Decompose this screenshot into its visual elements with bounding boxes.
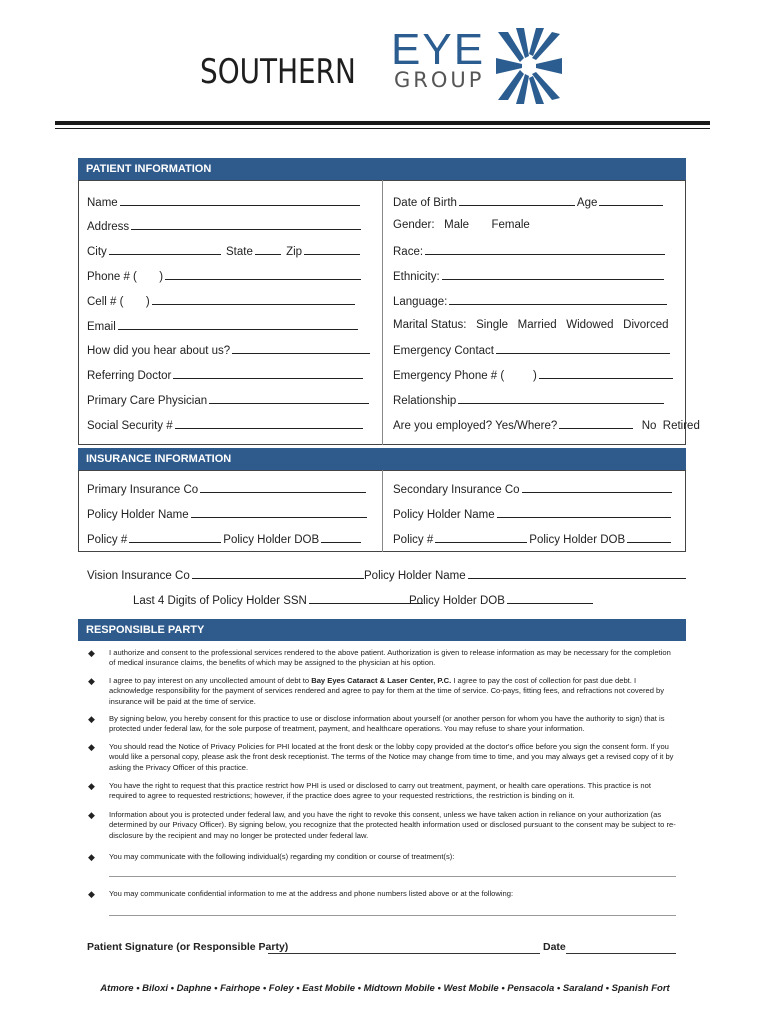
gender-label: Gender: [393, 219, 435, 231]
authorization-paragraph: I authorize and consent to the professional services rendered to the above patient. Authorization is given to release information as may be necessary for the completion of medical insurance claims, the benefits of which may be assigned to the physician at his option. [109, 648, 671, 668]
zip-label: Zip [286, 246, 303, 258]
employment-no-option[interactable]: No [641, 420, 657, 432]
privacy-notice-paragraph: You should read the Notice of Privacy Policies for PHI located at the front desk or the lobby copy provided at the doctor's office before you sign the consent form. If you would like a personal copy, please ask the front desk receptionist. The terms of the Notice may change from time to time, and you may always get a revised copy of it by asking the Privacy Officer of this practice. [109, 742, 674, 772]
company-logo [196, 25, 576, 108]
secondary-holder-name-label: Policy Holder Name [393, 509, 495, 521]
primary-holder-dob-label: Policy Holder DOB [223, 534, 320, 546]
email-field[interactable] [87, 319, 360, 333]
bullet-icon: ◆ [88, 714, 95, 724]
bullet-icon: ◆ [88, 676, 95, 686]
patient-info-heading: PATIENT INFORMATION [78, 158, 686, 180]
emergency-phone-close-paren: ) [533, 370, 537, 382]
primary-insurance-field[interactable] [87, 482, 368, 496]
practice-name: Bay Eyes Cataract & Laser Center, P.C. [311, 676, 452, 685]
employment-field[interactable] [393, 418, 700, 432]
bullet-icon: ◆ [88, 852, 95, 862]
city-label: City [87, 246, 107, 258]
relationship-field[interactable] [393, 393, 666, 407]
secondary-insurance-field[interactable] [393, 482, 674, 496]
bullet-icon: ◆ [88, 648, 95, 658]
employment-retired-option[interactable]: Retired [662, 420, 700, 432]
restriction-paragraph: You have the right to request that this practice restrict how PHI is used or disclosed to carry out treatment, payment, or health care operations. This practice is not required to agree to requested restrictions; however, if the practice does agree to your requested restrictions, the restriction is binding on it. [109, 781, 651, 801]
marital-single-option[interactable]: Single [476, 319, 509, 331]
signature-date-label: Date [543, 941, 566, 953]
office-locations-footer: Atmore • Biloxi • Daphne • Fairhope • Foley • East Mobile • Midtown Mobile • West Mobile • Pensacola • Saraland • Spanish Fort [100, 983, 670, 994]
marital-divorced-option[interactable]: Divorced [623, 319, 669, 331]
address-field[interactable] [87, 219, 363, 233]
logo-wordmark-eye: EYE [391, 25, 486, 74]
emergency-contact-field[interactable] [393, 343, 672, 357]
language-label: Language: [393, 296, 448, 308]
referral-source-label: How did you hear about us? [87, 345, 231, 357]
emergency-phone-label: Emergency Phone # ( [393, 370, 505, 382]
emergency-contact-label: Emergency Contact [393, 345, 494, 357]
consent-paragraph: By signing below, you hereby consent for this practice to use or disclose information about yourself (or another person for whom you have the authority to sign) that is protected under federal law, for the sole purpose of treatment, payment, and healthcare operations. You may refuse to share your information. [109, 714, 665, 734]
confidential-contact-line[interactable] [109, 915, 676, 916]
gender-female-option[interactable]: Female [491, 219, 530, 231]
bullet-icon: ◆ [88, 810, 95, 820]
primary-holder-name-label: Policy Holder Name [87, 509, 189, 521]
secondary-policy-field[interactable] [393, 532, 673, 546]
employment-label: Are you employed? Yes/Where? [393, 420, 558, 432]
vision-holder-ssn-field[interactable] [133, 593, 425, 607]
name-field[interactable] [87, 195, 362, 209]
payment-text-1: I agree to pay interest on any uncollected amount of debt to [109, 676, 312, 685]
signature-date-line[interactable] [566, 953, 676, 954]
dob-label: Date of Birth [393, 197, 457, 209]
logo-wordmark-southern: SOUTHERN [200, 52, 356, 92]
primary-care-field[interactable] [87, 393, 371, 407]
city-state-zip-field[interactable] [87, 244, 362, 258]
state-label: State [226, 246, 253, 258]
insurance-info-divider [382, 470, 383, 552]
phone-close-paren: ) [159, 271, 164, 283]
ethnicity-label: Ethnicity: [393, 271, 440, 283]
communication-individuals-line[interactable] [109, 876, 676, 877]
primary-insurance-label: Primary Insurance Co [87, 484, 199, 496]
ssn-field[interactable] [87, 418, 365, 432]
insurance-info-heading: INSURANCE INFORMATION [78, 448, 686, 470]
primary-policy-number-label: Policy # [87, 534, 128, 546]
cell-field[interactable] [87, 294, 357, 308]
cell-label: Cell # ( [87, 296, 124, 308]
address-label: Address [87, 221, 130, 233]
marital-status-field[interactable] [393, 319, 669, 331]
vision-holder-name-label: Policy Holder Name [364, 570, 466, 582]
referral-source-field[interactable] [87, 343, 372, 357]
bullet-icon: ◆ [88, 781, 95, 791]
patient-info-divider [382, 180, 383, 445]
gender-male-option[interactable]: Male [444, 219, 470, 231]
phone-label: Phone # ( [87, 271, 137, 283]
name-label: Name [87, 197, 118, 209]
primary-care-label: Primary Care Physician [87, 395, 208, 407]
cell-close-paren: ) [145, 296, 150, 308]
ssn-label: Social Security # [87, 420, 173, 432]
phone-field[interactable] [87, 269, 363, 283]
vision-holder-dob-label: Policy Holder DOB [409, 595, 505, 607]
dob-age-field[interactable] [393, 195, 665, 209]
vision-holder-ssn-label: Last 4 Digits of Policy Holder SSN [133, 595, 307, 607]
email-label: Email [87, 321, 116, 333]
logo-arrows-icon [496, 28, 562, 104]
primary-policy-field[interactable] [87, 532, 363, 546]
bullet-icon: ◆ [88, 889, 95, 899]
logo-wordmark-group: GROUP [394, 68, 485, 92]
confidential-contact-paragraph: You may communicate confidential information to me at the address and phone numbers listed above or at the following: [109, 889, 514, 898]
marital-widowed-option[interactable]: Widowed [566, 319, 614, 331]
payment-paragraph [109, 676, 677, 707]
race-label: Race: [393, 246, 424, 258]
ethnicity-field[interactable] [393, 269, 666, 283]
vision-insurance-label: Vision Insurance Co [87, 570, 190, 582]
secondary-policy-number-label: Policy # [393, 534, 434, 546]
secondary-holder-name-field[interactable] [393, 507, 673, 521]
marital-married-option[interactable]: Married [517, 319, 557, 331]
header-rule-thin [55, 128, 710, 129]
revocation-paragraph: Information about you is protected under federal law, and you have the right to revoke this consent, unless we have taken action in reliance on your authorization (as determined by our Privacy Officer). By signing below, you recognize that the protected health information used or disclosed pursuant to the consent may be subject to re-disclosure by the recipient and may no longer be protected under federal law. [109, 810, 676, 840]
vision-holder-dob-field[interactable] [409, 593, 595, 607]
emergency-phone-field[interactable] [393, 368, 675, 382]
header-rule-thick [55, 121, 710, 125]
bullet-icon: ◆ [88, 742, 95, 752]
vision-insurance-field[interactable] [87, 568, 366, 582]
referring-doctor-label: Referring Doctor [87, 370, 172, 382]
language-field[interactable] [393, 294, 669, 308]
primary-holder-name-field[interactable] [87, 507, 369, 521]
secondary-insurance-label: Secondary Insurance Co [393, 484, 520, 496]
patient-signature-line[interactable] [268, 953, 540, 954]
responsible-party-heading: RESPONSIBLE PARTY [78, 619, 686, 641]
relationship-label: Relationship [393, 395, 457, 407]
race-field[interactable] [393, 244, 667, 258]
patient-signature-label: Patient Signature (or Responsible Party) [87, 941, 289, 953]
communication-individuals-paragraph: You may communicate with the following individual(s) regarding my condition or course of treatment(s): [109, 852, 455, 861]
secondary-holder-dob-label: Policy Holder DOB [529, 534, 626, 546]
age-label: Age [576, 197, 598, 209]
gender-field[interactable] [393, 219, 530, 231]
payment-text-2: I agree to pay the cost of collection for past due debt. I acknowledge responsibility for the payment of services rendered and agree to pay for them at the time of service. Co-pays, fitting fees, and refractions not covered by insurance will be paid at the time of service. [109, 676, 665, 706]
vision-holder-name-field[interactable] [364, 568, 688, 582]
referring-doctor-field[interactable] [87, 368, 365, 382]
marital-status-label: Marital Status: [393, 319, 467, 331]
